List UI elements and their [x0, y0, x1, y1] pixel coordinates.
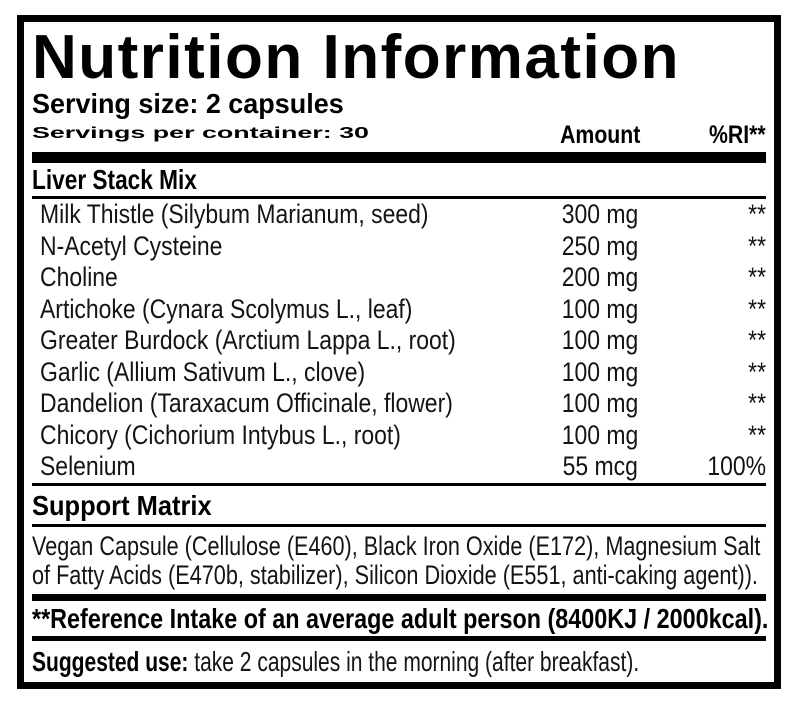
ingredient-amount: 200 mg [561, 262, 639, 293]
ingredient-name: Milk Thistle (Silybum Marianum, seed) [40, 199, 429, 230]
ingredient-name-cell [32, 294, 520, 325]
ingredient-amount: 100 mg [561, 356, 639, 387]
ingredient-name-cell [32, 199, 520, 230]
ingredient-amount: 250 mg [561, 230, 639, 261]
ri-column-header: %RI** [709, 121, 766, 149]
ingredient-name: Garlic (Allium Sativum L., clove) [40, 356, 366, 387]
ingredient-ri: ** [748, 356, 766, 387]
thick-divider-rule [32, 594, 766, 601]
serving-size-line: Serving size: 2 capsules [32, 88, 344, 119]
table-row [32, 357, 766, 389]
suggested-use-text: take 2 capsules in the morning (after breakfast). [188, 645, 640, 677]
ingredient-name: Greater Burdock (Arctium Lappa L., root) [40, 325, 456, 356]
table-row [32, 199, 766, 231]
ingredient-ri-cell [680, 451, 766, 482]
liver-stack-section-header [32, 163, 766, 196]
ingredient-name-cell [32, 357, 520, 388]
ingredient-ri-cell [680, 262, 766, 293]
table-row [32, 451, 766, 483]
amount-column-header: Amount [559, 121, 641, 149]
servings-per-container-cell [32, 119, 520, 149]
ingredient-amount: 100 mg [561, 419, 639, 450]
table-row [32, 231, 766, 263]
table-row [32, 325, 766, 357]
support-matrix-ingredients [32, 527, 766, 594]
table-row [32, 262, 766, 294]
ingredient-amount-cell [520, 451, 680, 482]
ingredient-name: Choline [40, 262, 118, 293]
reference-intake-note [32, 601, 769, 636]
reference-intake-text: **Reference Intake of an average adult person (8400KJ / 2000kcal). [32, 602, 769, 634]
liver-stack-header-text: Liver Stack Mix [32, 164, 197, 195]
ingredient-ri: ** [748, 230, 766, 261]
ingredient-name: Chicory (Cichorium Intybus L., root) [40, 419, 401, 450]
ingredient-amount-cell [520, 262, 680, 293]
ingredient-ri-cell [680, 325, 766, 356]
nutrition-label [17, 15, 781, 689]
ingredient-ri-cell [680, 388, 766, 419]
support-matrix-line [32, 532, 766, 561]
ingredient-name: Selenium [40, 451, 136, 482]
table-row [32, 294, 766, 326]
ingredient-ri-cell [680, 420, 766, 451]
ingredient-name-cell [32, 325, 520, 356]
ingredient-ri: ** [748, 262, 766, 293]
ingredient-amount: 100 mg [561, 388, 639, 419]
ingredient-name-cell [32, 420, 520, 451]
ingredient-amount-cell [520, 199, 680, 230]
ingredient-ri-cell [680, 199, 766, 230]
table-row [32, 420, 766, 452]
thick-divider-bar [32, 152, 766, 163]
ingredient-amount: 300 mg [561, 199, 639, 230]
ingredient-ri: 100% [707, 451, 766, 482]
ingredient-amount: 100 mg [561, 293, 639, 324]
amount-column-header-cell [520, 121, 680, 149]
ingredient-name: Artichoke (Cynara Scolymus L., leaf) [40, 293, 413, 324]
ingredient-name-cell [32, 231, 520, 262]
ingredient-ri-cell [680, 231, 766, 262]
ingredient-name: N-Acetyl Cysteine [40, 230, 223, 261]
table-row [32, 388, 766, 420]
ingredient-ri: ** [748, 388, 766, 419]
ingredient-table [32, 199, 766, 483]
ri-column-header-cell [680, 121, 766, 149]
ingredient-amount-cell [520, 231, 680, 262]
ingredient-ri-cell [680, 357, 766, 388]
support-matrix-line-2: of Fatty Acids (E470b, stabilizer), Silicon Dioxide (E551, anti-caking agent)). [32, 559, 758, 590]
suggested-use-note [32, 641, 766, 682]
support-matrix-section-header [32, 486, 766, 524]
label-title: Nutrition Information [32, 23, 680, 92]
suggested-use-label: Suggested use: [32, 645, 189, 677]
support-matrix-line [32, 561, 766, 590]
ingredient-name-cell [32, 451, 520, 482]
ingredient-ri: ** [748, 419, 766, 450]
ingredient-ri: ** [748, 199, 766, 230]
servings-per-container-line: Servings per container: 30 [32, 125, 369, 142]
ingredient-amount-cell [520, 294, 680, 325]
support-matrix-line-1: Vegan Capsule (Cellulose (E460), Black Iron Oxide (E172), Magnesium Salt [32, 530, 761, 561]
serving-size-row [32, 89, 766, 119]
ingredient-name: Dandelion (Taraxacum Officinale, flower) [40, 388, 453, 419]
ingredient-amount: 55 mcg [562, 451, 638, 482]
ingredient-ri: ** [748, 325, 766, 356]
ingredient-name-cell [32, 388, 520, 419]
ingredient-amount: 100 mg [561, 325, 639, 356]
ingredient-amount-cell [520, 388, 680, 419]
ingredient-amount-cell [520, 325, 680, 356]
ingredient-amount-cell [520, 357, 680, 388]
ingredient-ri-cell [680, 294, 766, 325]
ingredient-name-cell [32, 262, 520, 293]
ingredient-ri: ** [748, 293, 766, 324]
suggested-use-line [32, 645, 640, 677]
ingredient-amount-cell [520, 420, 680, 451]
support-matrix-header-text: Support Matrix [32, 489, 212, 521]
table-header-row [32, 119, 766, 149]
